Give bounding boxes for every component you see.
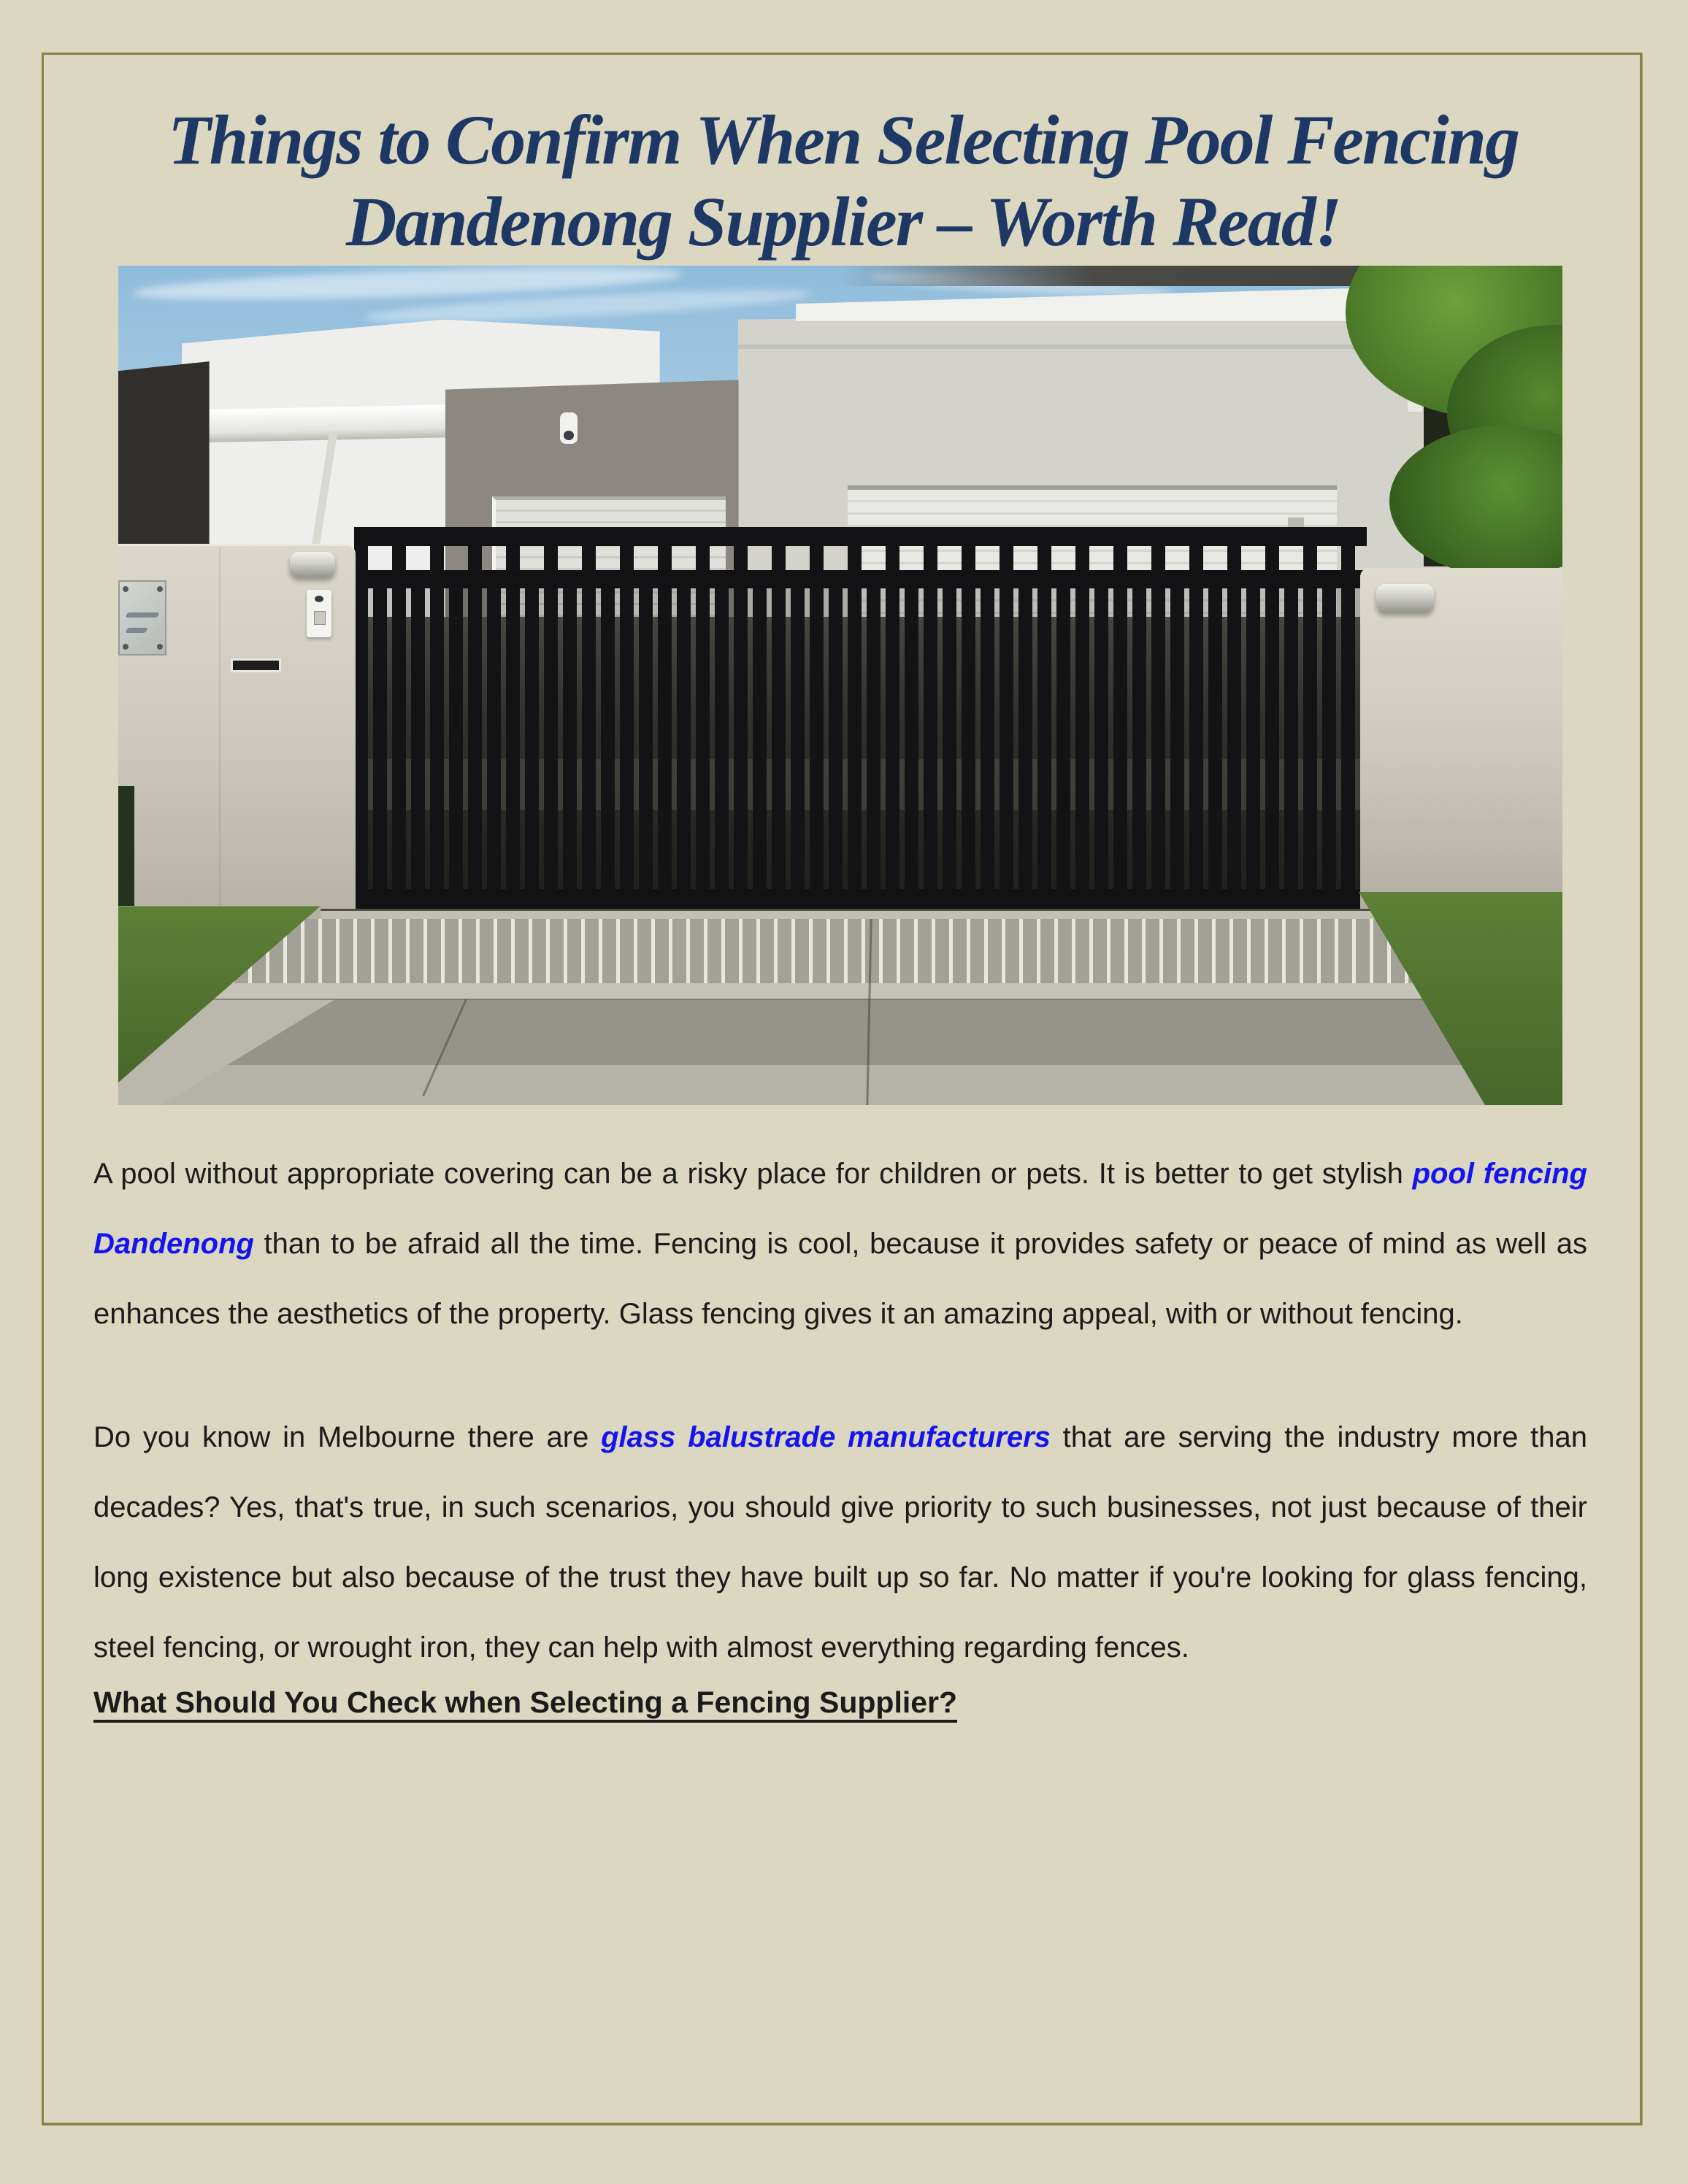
wall-light-left [290, 552, 334, 577]
dark-building-left [118, 361, 210, 551]
rendered-pillar-right [1360, 568, 1562, 914]
paragraph [93, 1402, 1587, 1683]
driveway-light-band [118, 983, 1562, 1000]
wall-light-right [1376, 584, 1434, 612]
wall-seam [219, 547, 220, 912]
section-heading: What Should You Check when Selecting a Fencing Supplier? [93, 1685, 958, 1719]
gate-vertical-slats [354, 570, 1367, 890]
letterbox-slot [231, 658, 280, 672]
house-name-plaque [118, 580, 166, 655]
driveway-bottom-panel [118, 1065, 1562, 1105]
gate-top-rail [354, 527, 1367, 546]
page-title [66, 99, 1621, 263]
gate-picket-tops [354, 546, 1367, 572]
gate-bottom-rail [354, 889, 1367, 910]
ribbed-concrete-strip [126, 919, 1462, 984]
paragraph-text: Do you know in Melbourne there are [93, 1421, 602, 1453]
driveway-dark-panel [161, 999, 1562, 1066]
hedge-strip-left [118, 786, 134, 906]
page-title-line-2: Dandenong Supplier – Worth Read! [345, 182, 1341, 261]
security-camera [560, 412, 578, 444]
article-body [93, 1139, 1587, 1722]
gate-ground-track [321, 909, 1418, 920]
page-title-line-1: Things to Confirm When Selecting Pool Fencing [168, 101, 1519, 179]
paragraph-text: A pool without appropriate covering can be a risky place for children or pets. It is better to get stylish [93, 1158, 1413, 1190]
gate-middle-rail [354, 570, 1367, 588]
pool-fencing-dandenong-link[interactable]: pool fencing Dandenong [93, 1158, 1587, 1260]
property-gate-photo [118, 266, 1562, 1105]
paragraph [93, 1139, 1587, 1349]
paragraph-text: that are serving the industry more than decades? Yes, that's true, in such scenarios, you should give priority to such businesses, not just because of their long existence but also because of the trust they have built up so far. No matter if you're looking for glass fencing, steel fencing, or wrought iron, they can help with almost everything regarding fences. [93, 1421, 1588, 1664]
glass-balustrade-manufacturers-link[interactable]: glass balustrade manufacturers [601, 1421, 1051, 1453]
driveway-joint [118, 999, 1562, 1000]
paragraph-text: than to be afraid all the time. Fencing is cool, because it provides safety or peace of mind as well as enhances the aesthetics of the property. Glass fencing gives it an amazing appeal, with or without fencing. [93, 1228, 1587, 1330]
intercom-panel [307, 590, 331, 638]
